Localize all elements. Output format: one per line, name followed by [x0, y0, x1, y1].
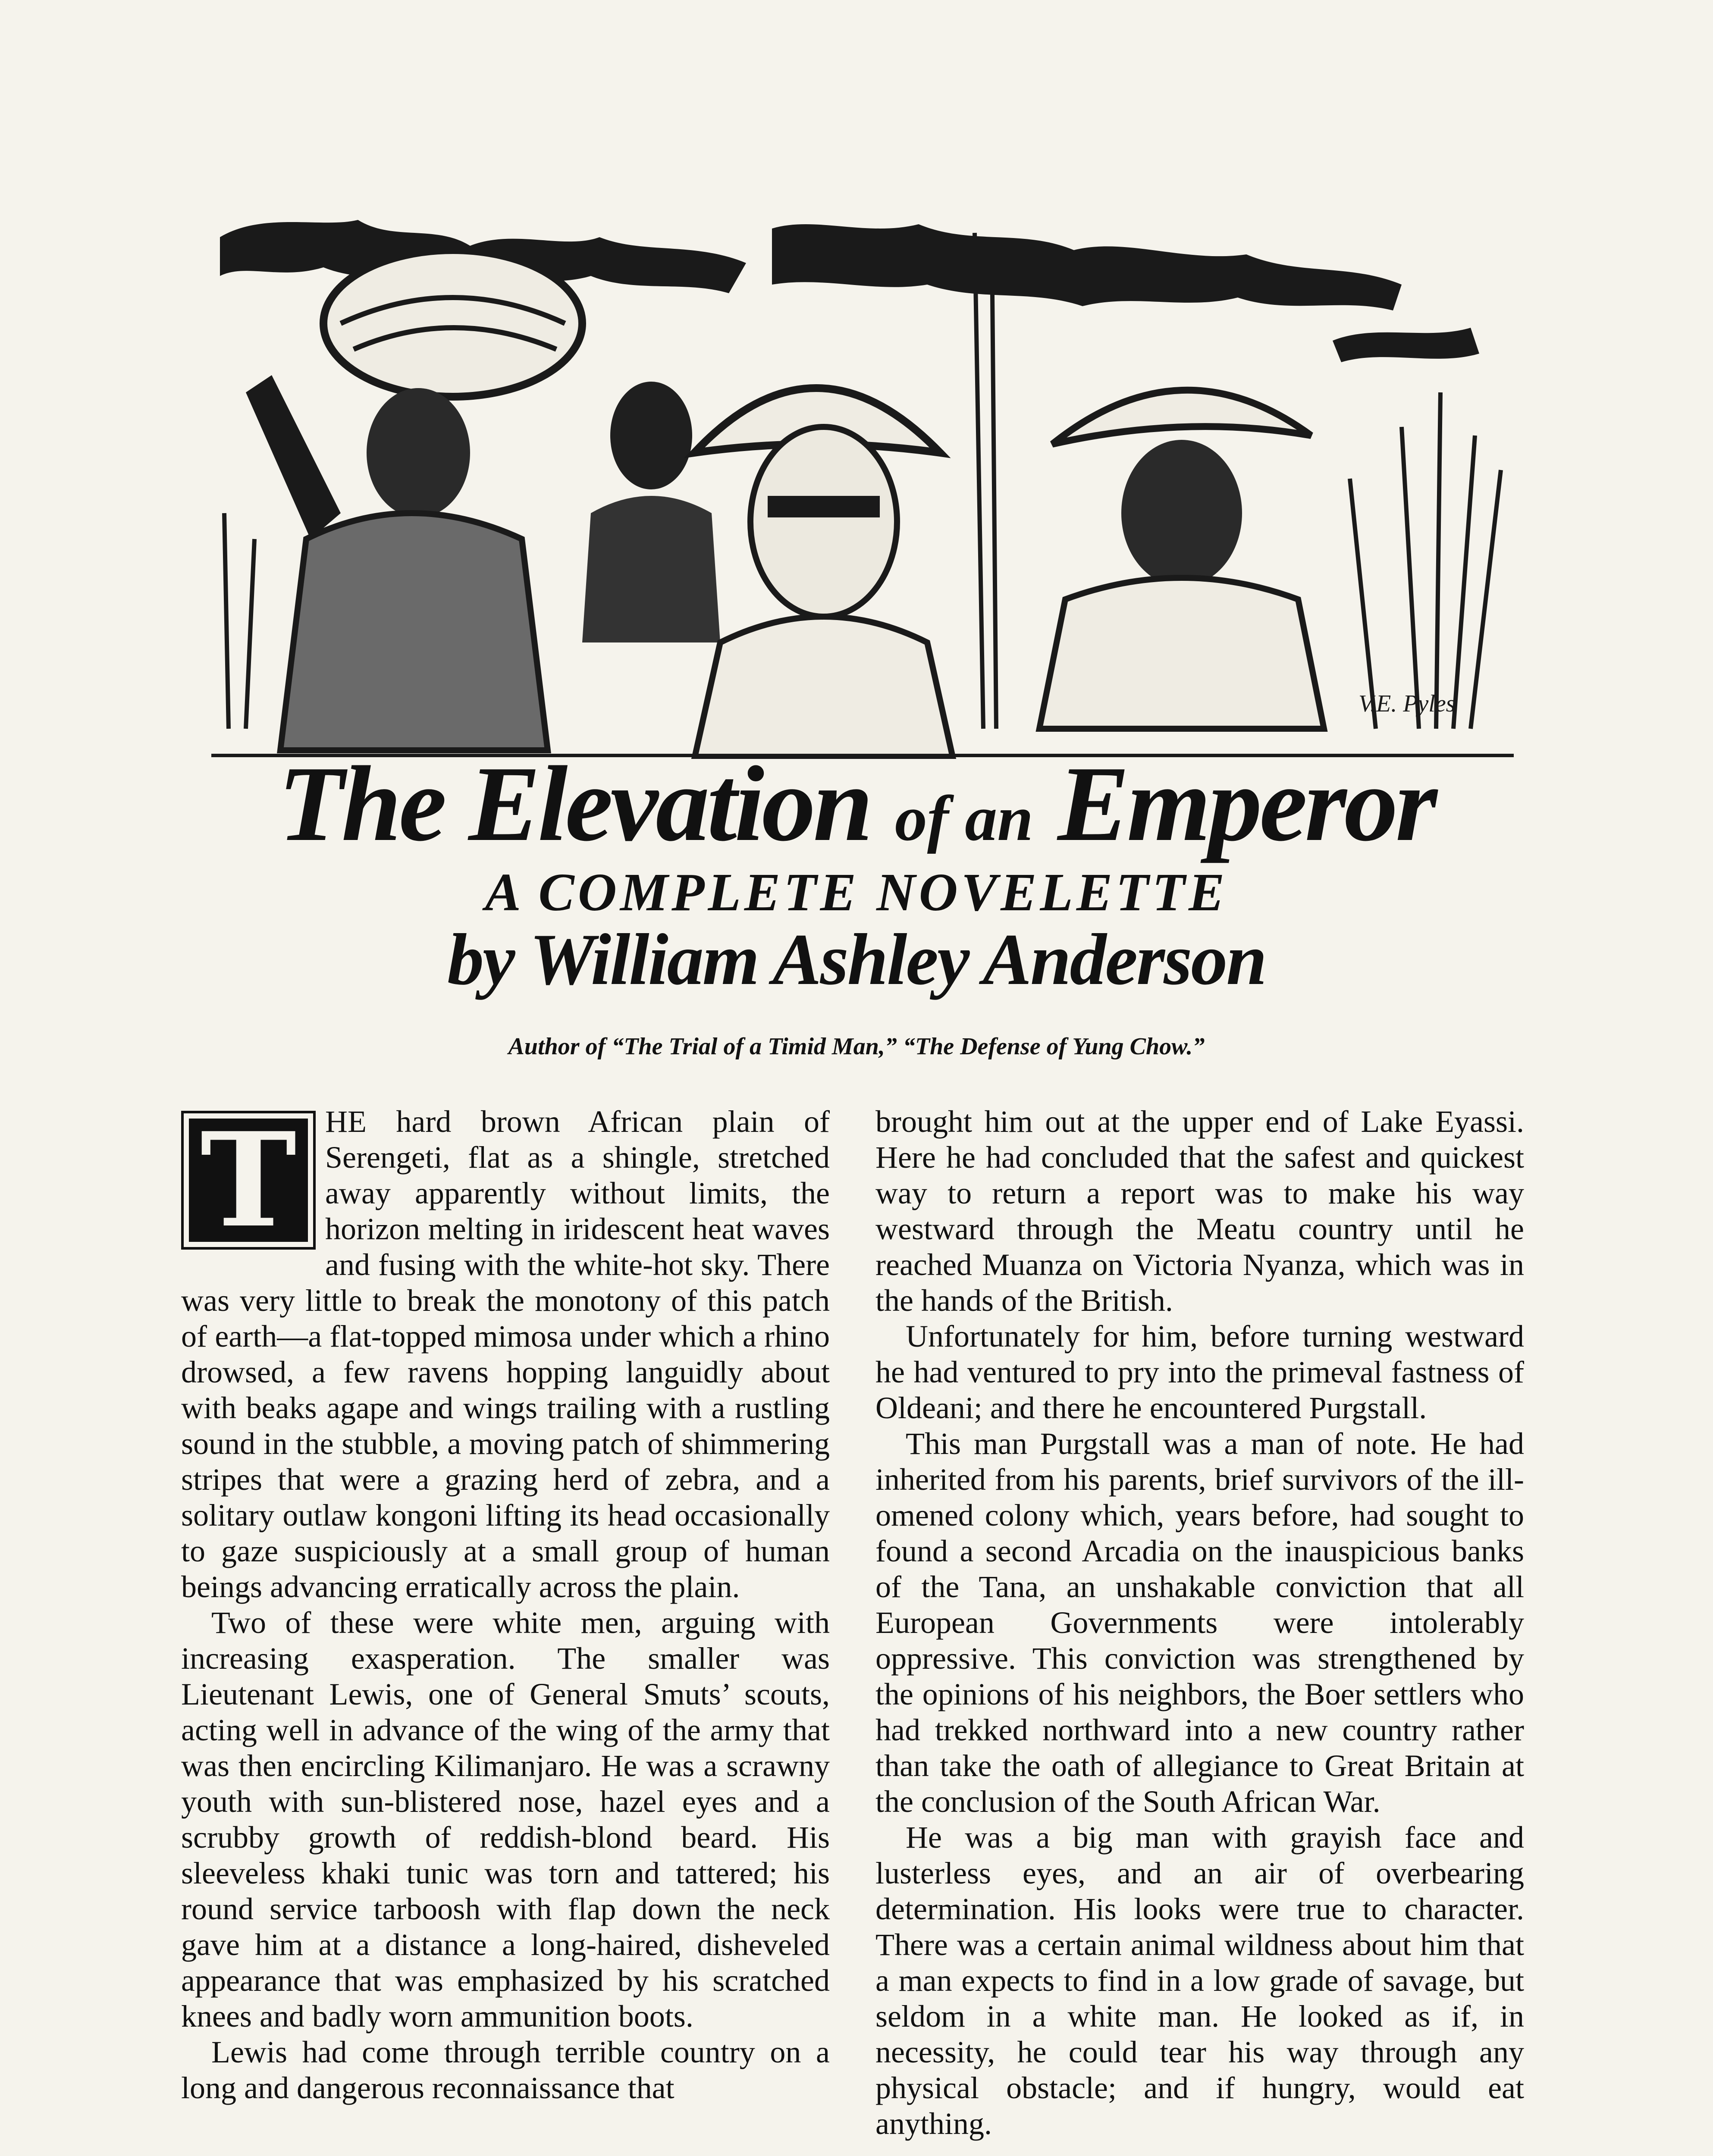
story-subtitle: A COMPLETE NOVELETTE: [485, 863, 1228, 922]
paragraph: Lewis had come through terrible country on a long and dangerous reconnaissance that: [181, 2035, 830, 2105]
story-title: [0, 744, 1713, 874]
title-part-3: Emperor: [1057, 744, 1435, 864]
paragraph: Unfortunately for him, before turning westward he had ventured to pry into the primeval fastness of Oldeani; and there he encountered Purgstall.: [875, 1319, 1524, 1425]
paragraph: This man Purgstall was a man of note. He had inherited from his parents, brief survivors of the ill-omened colony which, years before, had sought to found a second Arcadia on the inauspicious banks of the Tana, an unshakable conviction that all European Governments were intolerably oppressive. This conviction was strengthened by the opinions of his neighbors, the Boer settlers who had trekked northward into a new country rather than take the oath of allegiance to Great Britain at the conclusion of the South African War.: [875, 1426, 1524, 1819]
paragraph: Two of these were white men, arguing with increasing exasperation. The smaller was Lieutenant Lewis, one of General Smuts’ scouts, acting well in advance of the wing of the army that was then encircling Kilimanjaro. He was a scrawny youth with sun-blistered nose, hazel eyes and a scrubby growth of reddish-blond beard. His sleeveless khaki tunic was torn and tattered; his round service tarboosh with flap down the neck gave him at a distance a long-haired, disheveled appearance that was emphasized by his scratched knees and badly worn ammunition boots.: [181, 1605, 830, 2034]
text-column-right: [875, 1104, 1524, 2156]
drop-cap-letter: T: [189, 1119, 308, 1242]
paragraph: He was a big man with grayish face and lusterless eyes, and an air of overbearing determination. His looks were true to character. There was a certain animal wildness about him that a man expects to find in a low grade of savage, but seldom in a white man. He looked as if, in necessity, he could tear his way through any physical obstacle; and if hungry, would eat anything.: [875, 1820, 1524, 2141]
paragraph: brought him out at the upper end of Lake Eyassi. Here he had concluded that the safest and quickest way to return a report was to make his way westward through the Meatu country until he reached Muanza on Victoria Nyanza, which was in the hands of the British.: [875, 1104, 1524, 1318]
text-column-left: [181, 1104, 830, 2156]
drop-cap: [181, 1104, 316, 1256]
title-part-2: of an: [894, 783, 1033, 854]
title-part-1: The Elevation: [278, 744, 871, 864]
author-byline: by William Ashley Anderson: [447, 919, 1266, 1000]
artist-signature: V.E. Pyles: [1358, 690, 1456, 717]
header-illustration: [211, 211, 1514, 759]
author-credits: Author of “The Trial of a Timid Man,” “The Defense of Yung Chow.”: [508, 1033, 1205, 1060]
paragraph: HE hard brown African plain of Serengeti, flat as a shingle, stretched away apparently without limits, the horizon melting in iridescent heat waves and fusing with the white-hot sky. There was very little to break the monotony of this patch of earth—a flat-topped mimosa under which a rhino drowsed, a few ravens hopping languidly about with beaks agape and wings trailing with a rustling sound in the stubble, a moving patch of shimmering stripes that were a grazing herd of zebra, and a solitary outlaw kongoni lifting its head occasionally to gaze suspiciously at a small group of human beings advancing erratically across the plain.: [181, 1104, 830, 1604]
